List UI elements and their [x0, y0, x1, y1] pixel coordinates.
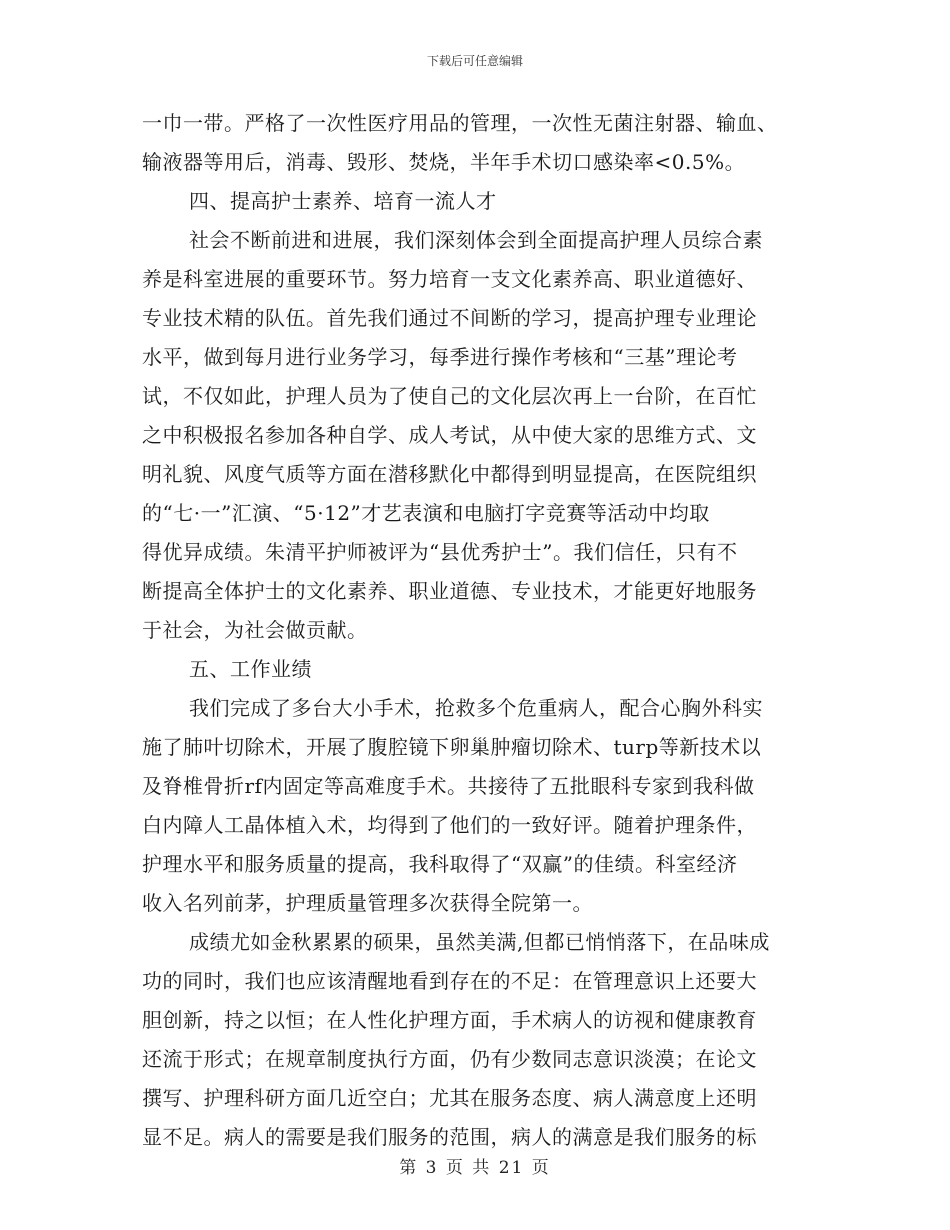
text-line: 显不足。病人的需要是我们服务的范围，病人的满意是我们服务的标 [142, 1125, 757, 1149]
header-note: 下载后可任意编辑 [426, 54, 523, 68]
text-line: 专业技术精的队伍。首先我们通过不间断的学习，提高护理专业理论 [142, 306, 757, 330]
text-line: 施了肺叶切除术，开展了腹腔镜下卵巢肿瘤切除术、turp等新技术以 [142, 735, 762, 759]
text-line: 四、提高护士素养、培育一流人才 [189, 189, 497, 213]
text-line: 我们完成了多台大小手术，抢救多个危重病人，配合心胸外科实 [189, 696, 763, 720]
text-line: 及脊椎骨折rf内固定等高难度手术。共接待了五批眼科专家到我科做 [142, 774, 755, 798]
text-line: 社会不断前进和进展，我们深刻体会到全面提高护理人员综合素 [189, 228, 763, 252]
text-line: 白内障人工晶体植入术，均得到了他们的一致好评。随着护理条件， [142, 813, 757, 837]
text-line: 还流于形式；在规章制度执行方面，仍有少数同志意识淡漠；在论文 [142, 1047, 757, 1071]
text-line: 收入名列前茅，护理质量管理多次获得全院第一。 [142, 891, 593, 915]
text-line: 的“七·一”汇演、“5·12”才艺表演和电脑打字竞赛等活动中均取 [142, 501, 710, 525]
text-line: 胆创新，持之以恒；在人性化护理方面，手术病人的访视和健康教育 [142, 1008, 757, 1032]
text-line: 成绩尤如金秋累累的硕果，虽然美满,但都已悄悄落下，在品味成 [189, 930, 770, 954]
text-line: 撰写、护理科研方面几近空白；尤其在服务态度、病人满意度上还明 [142, 1086, 757, 1110]
text-line: 一巾一带。严格了一次性医疗用品的管理，一次性无菌注射器、输血、 [142, 111, 778, 135]
text-line: 水平，做到每月进行业务学习，每季进行操作考核和“三基”理论考 [142, 345, 738, 369]
text-line: 断提高全体护士的文化素养、职业道德、专业技术，才能更好地服务 [142, 579, 757, 603]
text-line: 明礼貌、风度气质等方面在潜移默化中都得到明显提高，在医院组织 [142, 462, 757, 486]
text-line: 输液器等用后，消毒、毁形、焚烧，半年手术切口感染率<0.5%。 [142, 150, 746, 174]
text-line: 试，不仅如此，护理人员为了使自己的文化层次再上一台阶，在百忙 [142, 384, 757, 408]
page-number: 第 3 页 共 21 页 [399, 1158, 551, 1178]
text-line: 护理水平和服务质量的提高，我科取得了“双赢”的佳绩。科室经济 [142, 852, 738, 876]
text-line: 功的同时，我们也应该清醒地看到存在的不足：在管理意识上还要大 [142, 969, 757, 993]
text-line: 养是科室进展的重要环节。努力培育一支文化素养高、职业道德好、 [142, 267, 757, 291]
text-line: 之中积极报名参加各种自学、成人考试，从中使大家的思维方式、文 [142, 423, 757, 447]
text-line: 得优异成绩。朱清平护师被评为“县优秀护士”。我们信任，只有不 [142, 540, 738, 564]
text-line: 五、工作业绩 [189, 657, 312, 681]
text-line: 于社会，为社会做贡献。 [142, 618, 368, 642]
document-body [142, 104, 808, 1157]
